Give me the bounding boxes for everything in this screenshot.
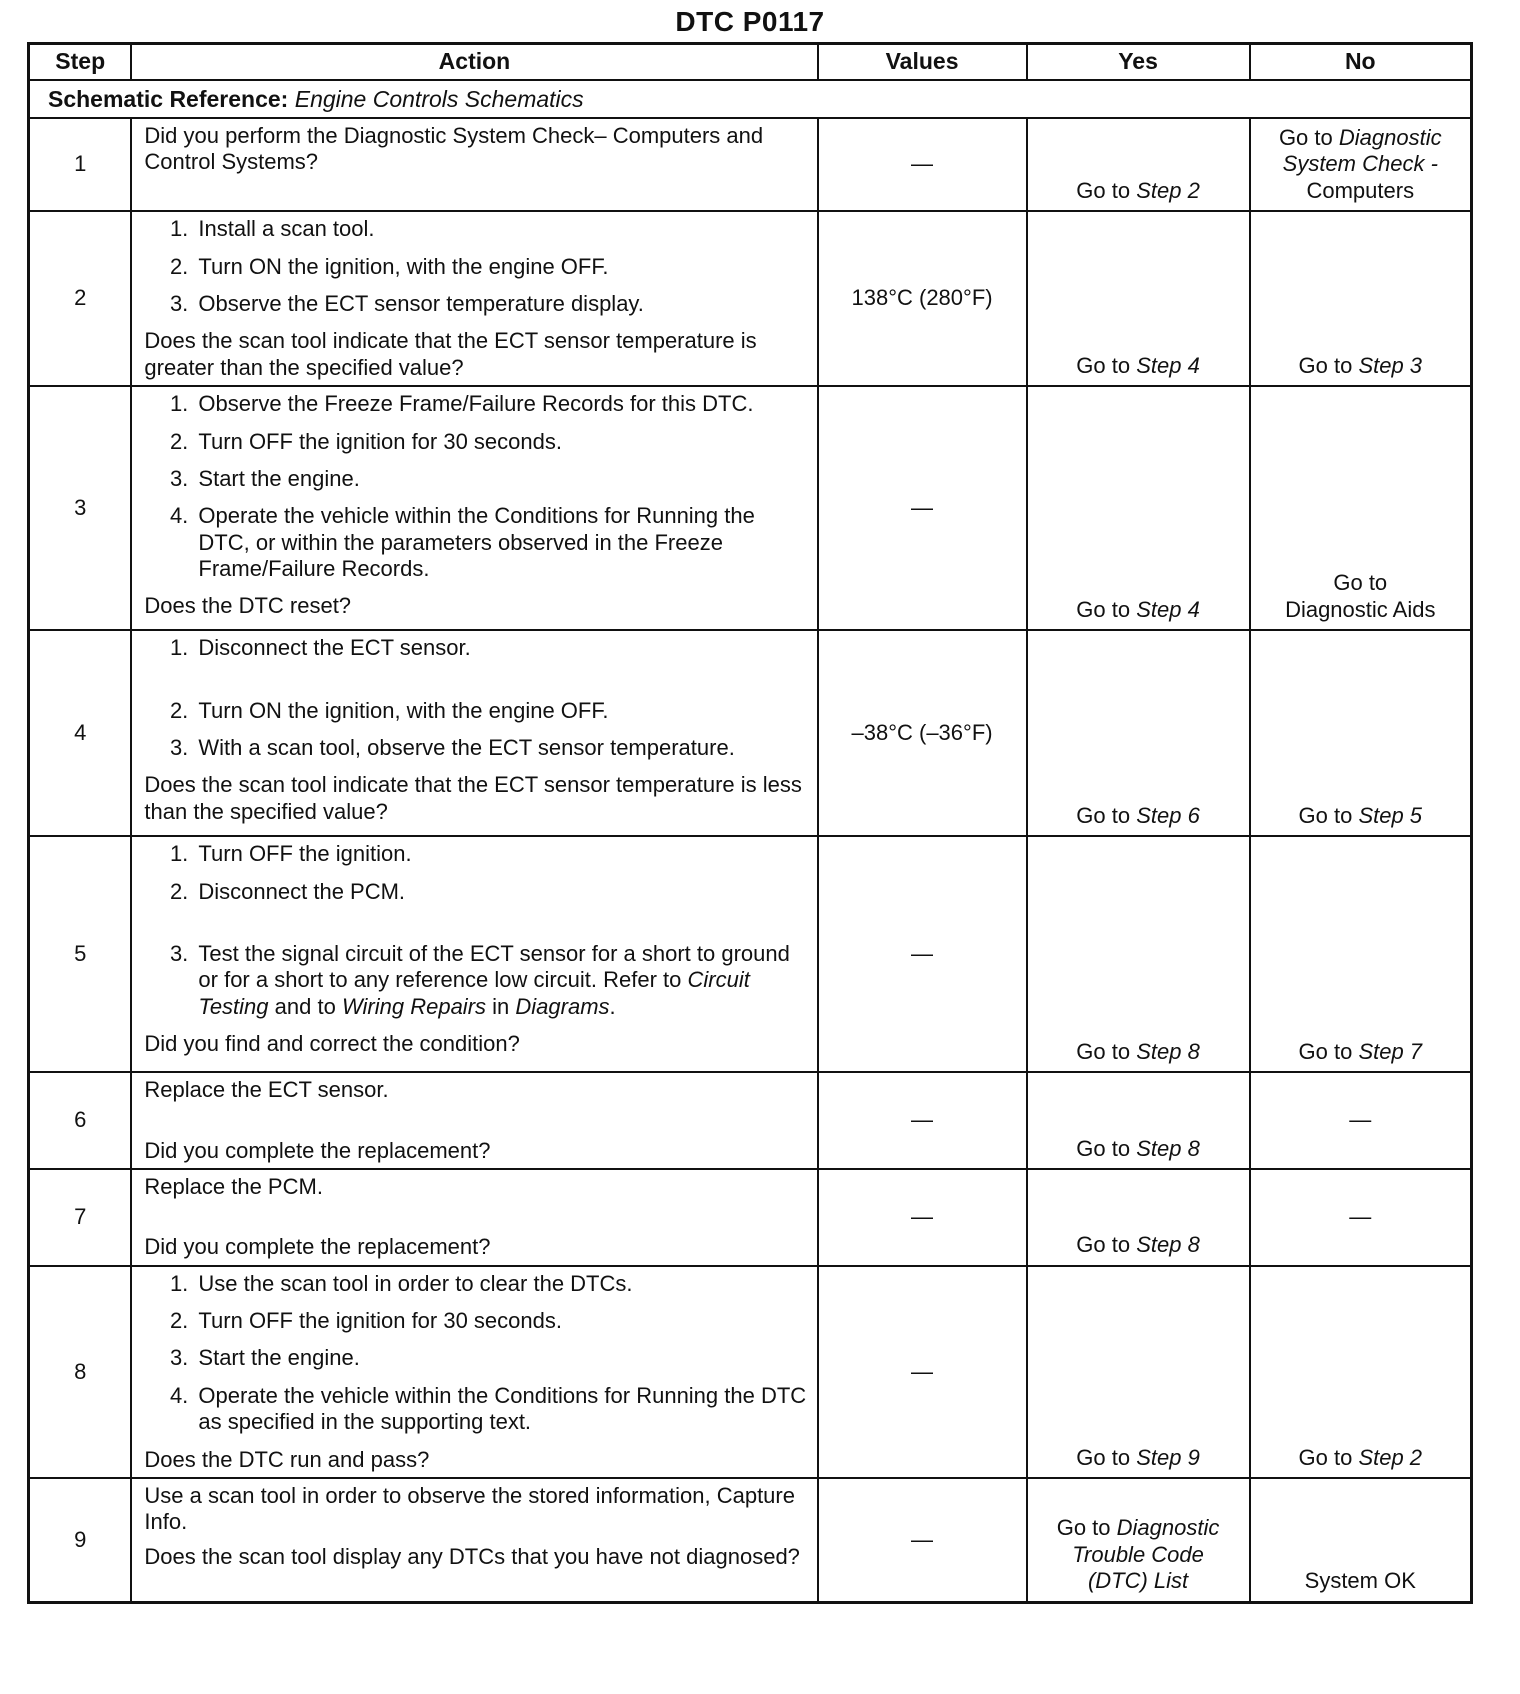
value-cell: — — [818, 1478, 1027, 1602]
action-cell — [131, 836, 817, 1072]
table-row — [29, 1169, 1472, 1266]
question-text: Did you complete the replacement? — [144, 1234, 491, 1260]
table-row — [29, 211, 1472, 386]
step-number: 3 — [29, 386, 132, 630]
table-row — [29, 630, 1472, 836]
no-cell: — — [1250, 1169, 1472, 1266]
page-title: DTC P0117 — [675, 6, 825, 37]
question-text: Does the scan tool display any DTCs that you have not diagnosed? — [144, 1543, 800, 1569]
step-number: 8 — [29, 1266, 132, 1478]
schematic-row — [29, 80, 1472, 118]
list-item: 4. Operate the vehicle within the Conditions for Running the DTC, or within the parameters observed in the Freeze Frame/Failure Records. — [194, 503, 808, 582]
list-item: 3. Start the engine. — [194, 466, 808, 492]
no-cell[interactable]: Go to Diagnostic Aids — [1250, 386, 1472, 630]
action-text: Did you perform the Diagnostic System Check– Computers and Control Systems? — [144, 123, 764, 175]
question-text: Does the scan tool indicate that the ECT sensor temperature is greater than the specified value? — [144, 328, 757, 380]
header-row — [29, 44, 1472, 81]
list-item: 3. Test the signal circuit of the ECT sensor for a short to ground or for a short to any reference low circuit. Refer to Circuit Testing and to Wiring Repairs in Diagrams. — [194, 941, 808, 1020]
action-text: Replace the ECT sensor. — [144, 1077, 389, 1103]
question-text: Did you complete the replacement? — [144, 1137, 491, 1163]
action-text: Use a scan tool in order to observe the stored information, Capture Info. — [144, 1483, 795, 1535]
list-item: 3. Observe the ECT sensor temperature display. — [194, 291, 808, 317]
no-cell[interactable]: Go to Step 7 — [1250, 836, 1472, 1072]
no-cell: System OK — [1250, 1478, 1472, 1602]
header-yes: Yes — [1027, 44, 1250, 81]
schematic-link[interactable]: Engine Controls Schematics — [294, 86, 584, 113]
step-number: 9 — [29, 1478, 132, 1602]
list-item: 2. Turn OFF the ignition for 30 seconds. — [194, 1308, 808, 1334]
list-item: 1. Use the scan tool in order to clear the DTCs. — [194, 1271, 808, 1297]
step-number: 6 — [29, 1072, 132, 1169]
action-cell — [131, 1072, 817, 1169]
question-text: Does the scan tool indicate that the ECT sensor temperature is less than the specified value? — [144, 772, 802, 824]
header-action: Action — [131, 44, 817, 81]
action-cell — [131, 1266, 817, 1478]
header-values: Values — [818, 44, 1027, 81]
action-cell — [131, 1478, 817, 1602]
list-item: 3. Start the engine. — [194, 1345, 808, 1371]
value-cell: 138°C (280°F) — [818, 211, 1027, 386]
action-cell — [131, 1169, 817, 1266]
value-cell: — — [818, 836, 1027, 1072]
value-cell: — — [818, 118, 1027, 211]
diagnostic-table — [27, 42, 1473, 1604]
value-cell: — — [818, 1266, 1027, 1478]
action-cell — [131, 386, 817, 630]
no-cell[interactable]: Go to Step 2 — [1250, 1266, 1472, 1478]
question-text: Did you find and correct the condition? — [144, 1031, 520, 1057]
step-number: 5 — [29, 836, 132, 1072]
list-item: 1. Turn OFF the ignition. — [194, 841, 808, 867]
yes-cell[interactable]: Go to Step 2 — [1027, 118, 1250, 211]
no-cell[interactable]: Go to Diagnostic System Check - Computers — [1250, 118, 1472, 211]
step-number: 7 — [29, 1169, 132, 1266]
question-text: Does the DTC reset? — [144, 593, 352, 619]
step-number: 4 — [29, 630, 132, 836]
no-cell: — — [1250, 1072, 1472, 1169]
action-text: Replace the PCM. — [144, 1173, 323, 1199]
action-cell — [131, 630, 817, 836]
yes-cell[interactable]: Go to Step 9 — [1027, 1266, 1250, 1478]
yes-cell[interactable]: Go to Step 6 — [1027, 630, 1250, 836]
list-item: 2. Disconnect the PCM. — [194, 879, 808, 905]
yes-cell[interactable]: Go to Diagnostic Trouble Code (DTC) List — [1027, 1478, 1250, 1602]
list-item: 2. Turn OFF the ignition for 30 seconds. — [194, 429, 808, 455]
yes-cell[interactable]: Go to Step 8 — [1027, 836, 1250, 1072]
yes-cell[interactable]: Go to Step 8 — [1027, 1072, 1250, 1169]
table-row — [29, 118, 1472, 211]
table-row — [29, 1266, 1472, 1478]
no-cell[interactable]: Go to Step 5 — [1250, 630, 1472, 836]
value-cell: –38°C (–36°F) — [818, 630, 1027, 836]
action-cell — [131, 118, 817, 211]
step-number: 2 — [29, 211, 132, 386]
list-item: 3. With a scan tool, observe the ECT sensor temperature. — [194, 735, 808, 761]
table-row — [29, 386, 1472, 630]
value-cell: — — [818, 1072, 1027, 1169]
no-cell[interactable]: Go to Step 3 — [1250, 211, 1472, 386]
yes-cell[interactable]: Go to Step 4 — [1027, 211, 1250, 386]
table-row — [29, 1478, 1472, 1602]
value-cell: — — [818, 386, 1027, 630]
list-item: 1. Disconnect the ECT sensor. — [194, 635, 808, 661]
yes-cell[interactable]: Go to Step 4 — [1027, 386, 1250, 630]
list-item: 4. Operate the vehicle within the Conditions for Running the DTC as specified in the supporting text. — [194, 1383, 808, 1436]
list-item: 2. Turn ON the ignition, with the engine OFF. — [194, 698, 808, 724]
list-item: 2. Turn ON the ignition, with the engine OFF. — [194, 254, 808, 280]
header-step: Step — [29, 44, 132, 81]
table-row — [29, 1072, 1472, 1169]
list-item: 1. Install a scan tool. — [194, 216, 808, 242]
question-text: Does the DTC run and pass? — [144, 1446, 430, 1472]
schematic-label: Schematic Reference: — [48, 86, 289, 113]
list-item: 1. Observe the Freeze Frame/Failure Records for this DTC. — [194, 391, 808, 417]
header-no: No — [1250, 44, 1472, 81]
value-cell: — — [818, 1169, 1027, 1266]
step-number: 1 — [29, 118, 132, 211]
table-row — [29, 836, 1472, 1072]
yes-cell[interactable]: Go to Step 8 — [1027, 1169, 1250, 1266]
action-cell — [131, 211, 817, 386]
